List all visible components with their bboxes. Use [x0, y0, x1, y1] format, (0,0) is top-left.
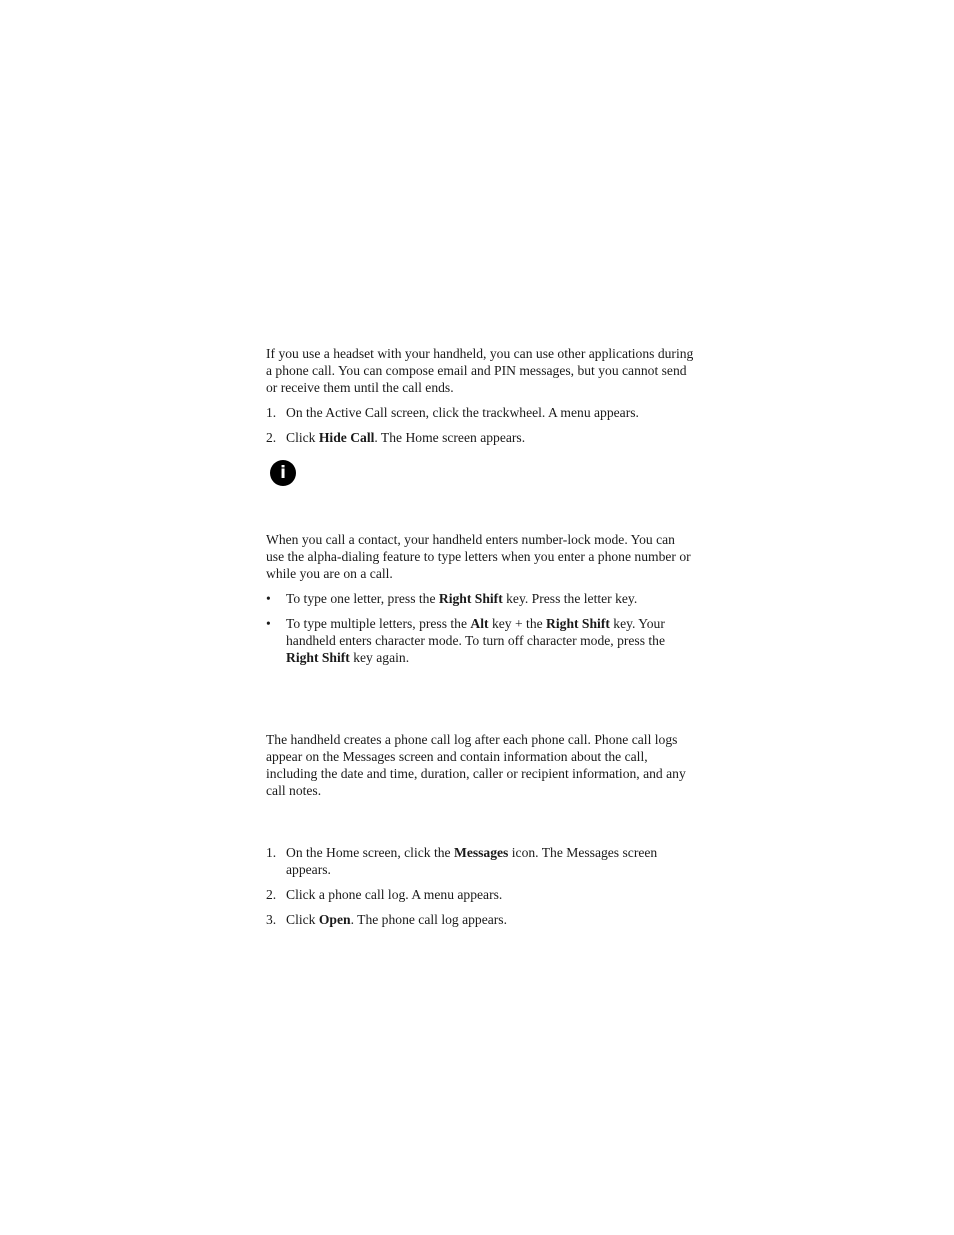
- messages-label: Messages: [453, 845, 509, 860]
- step-number: 3.: [266, 912, 277, 927]
- right-shift-key-label: Right Shift: [438, 591, 503, 606]
- right-shift-key-label: Right Shift: [286, 650, 350, 665]
- bullet-mark: •: [266, 616, 271, 631]
- hide-call-label: Hide Call: [318, 430, 375, 445]
- info-icon: i: [270, 460, 296, 486]
- open-label: Open: [318, 912, 351, 927]
- bullet-text: To type one letter, press the Right Shift key. Press the letter key.: [286, 591, 638, 606]
- right-shift-key-label: Right Shift: [546, 616, 610, 631]
- logs-intro-paragraph: The handheld creates a phone call log after each phone call. Phone call logs appear on the Messages screen and contain information about the call, including the date and time, duration, caller or recipient information, and any call notes.: [266, 732, 686, 798]
- step-text: On the Home screen, click the Messages icon. The Messages screen appears.: [286, 845, 658, 877]
- headset-intro-paragraph: If you use a headset with your handheld, you can use other applications during a phone call. You can compose email and PIN messages, but you cannot send or receive them until the call ends.: [266, 346, 694, 395]
- step-text: Click Open. The phone call log appears.: [286, 912, 507, 927]
- alpha-intro-paragraph: When you call a contact, your handheld enters number-lock mode. You can use the alpha-dialing feature to type letters when you enter a phone number or while you are on a call.: [266, 532, 691, 581]
- step-text: On the Active Call screen, click the trackwheel. A menu appears.: [286, 405, 639, 420]
- step-number: 1.: [266, 845, 277, 860]
- bullet-text: To type multiple letters, press the Alt key + the Right Shift key. Your handheld enters character mode. To turn off character mode, press the Right Shift key again.: [286, 616, 666, 665]
- step-number: 2.: [266, 430, 277, 445]
- bullet-mark: •: [266, 591, 271, 606]
- alt-key-label: Alt: [470, 616, 489, 631]
- step-text: Click a phone call log. A menu appears.: [286, 887, 503, 902]
- step-number: 1.: [266, 405, 277, 420]
- step-number: 2.: [266, 887, 277, 902]
- step-text: Click Hide Call. The Home screen appears.: [286, 430, 526, 445]
